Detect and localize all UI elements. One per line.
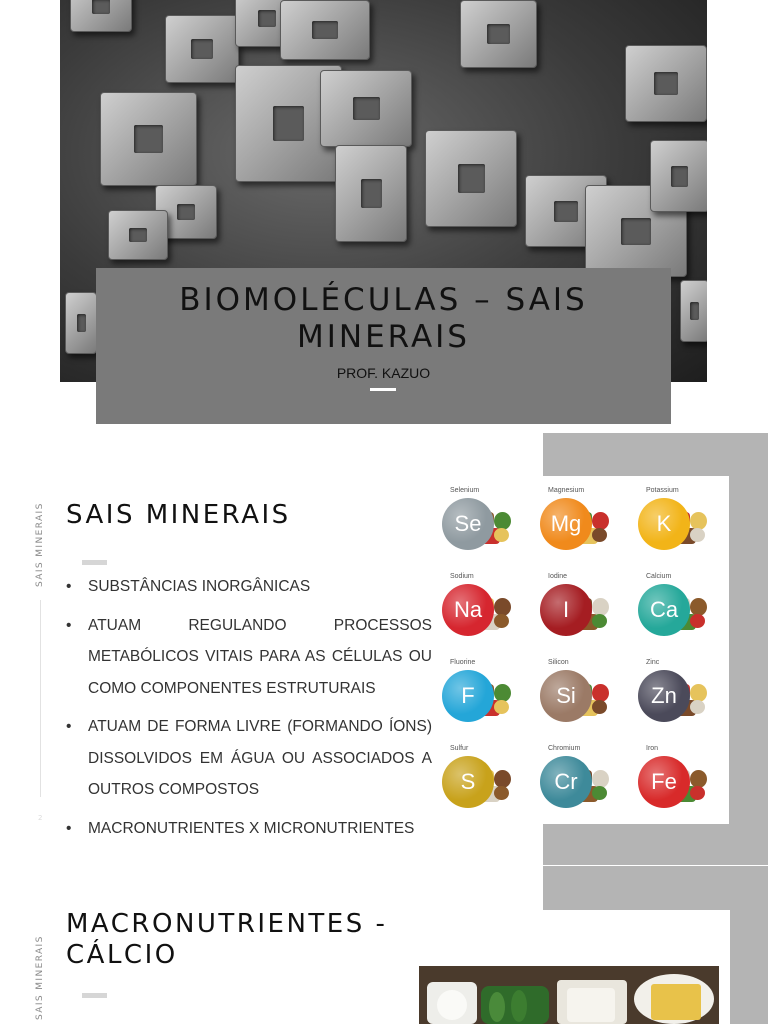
mineral-symbol: Na	[442, 584, 494, 636]
mineral-name-label: Calcium	[646, 573, 672, 580]
mineral-name-label: Zinc	[646, 659, 660, 666]
mineral-symbol: Fe	[638, 756, 690, 808]
side-section-label: SAIS MINERAIS	[35, 935, 45, 1020]
gray-accent-block	[543, 866, 768, 910]
mineral-name-label: Fluorine	[450, 659, 476, 666]
bullet-list	[66, 571, 432, 851]
mineral-symbol: Ca	[638, 584, 690, 636]
food-illustration	[494, 528, 509, 542]
title-underline	[370, 388, 396, 391]
mineral-symbol: Si	[540, 670, 592, 722]
section-title-line: CÁLCIO	[66, 940, 178, 970]
minerals-illustration	[436, 476, 729, 824]
mineral-name-label: Sodium	[450, 573, 474, 580]
bullet-item: • ATUAM DE FORMA LIVRE (FORMANDO ÍONS) DISSOLVIDOS EM ÁGUA OU ASSOCIADOS A OUTROS COMPOSTOS	[66, 718, 432, 798]
slide-subtitle: PROF. KAZUO	[336, 365, 431, 381]
mineral-name-label: Magnesium	[548, 487, 585, 494]
food-illustration	[592, 786, 607, 800]
title-accent-bar	[82, 560, 107, 565]
mineral-symbol: F	[442, 670, 494, 722]
mineral-symbol: I	[540, 584, 592, 636]
food-illustration	[592, 700, 607, 714]
food-illustration	[690, 528, 705, 542]
title-box	[96, 268, 671, 424]
gray-accent-block	[730, 910, 768, 1024]
section-title-line: MACRONUTRIENTES -	[66, 909, 388, 939]
slide-title: BIOMOLÉCULAS – SAIS MINERAIS	[179, 282, 588, 355]
mineral-symbol: S	[442, 756, 494, 808]
mineral-symbol: Mg	[540, 498, 592, 550]
section-title: SAIS MINERAIS	[66, 500, 291, 530]
food-illustration	[592, 614, 607, 628]
mineral-symbol: K	[638, 498, 690, 550]
section-title	[66, 909, 387, 971]
mineral-name-label: Sulfur	[450, 745, 469, 752]
food-illustration	[494, 700, 509, 714]
bullet-item: • SUBSTÂNCIAS INORGÂNICAS	[66, 578, 311, 595]
mineral-name-label: Iron	[646, 745, 659, 752]
mineral-name-label: Silicon	[548, 659, 569, 666]
side-section-label: SAIS MINERAIS	[35, 502, 45, 587]
bullet-item: • MACRONUTRIENTES X MICRONUTRIENTES	[66, 819, 415, 837]
mineral-name-label: Iodine	[548, 573, 568, 580]
food-illustration	[494, 614, 509, 628]
food-illustration	[690, 700, 705, 714]
title-accent-bar	[82, 993, 107, 998]
calcium-foods-photo	[419, 966, 719, 1024]
mineral-name-label: Chromium	[548, 745, 581, 752]
page-number: 2	[38, 814, 43, 822]
side-divider	[40, 600, 41, 797]
mineral-name-label: Potassium	[646, 487, 679, 494]
food-illustration	[690, 786, 705, 800]
food-illustration	[494, 786, 509, 800]
bullet-item: • ATUAM REGULANDO PROCESSOS METABÓLICOS VITAIS PARA AS CÉLULAS OU COMO COMPONENTES ESTRUTURAIS	[66, 616, 432, 697]
mineral-symbol: Zn	[638, 670, 690, 722]
food-illustration	[592, 528, 607, 542]
mineral-name-label: Selenium	[450, 487, 480, 494]
mineral-symbol: Se	[442, 498, 494, 550]
mineral-symbol: Cr	[540, 756, 592, 808]
food-illustration	[690, 614, 705, 628]
